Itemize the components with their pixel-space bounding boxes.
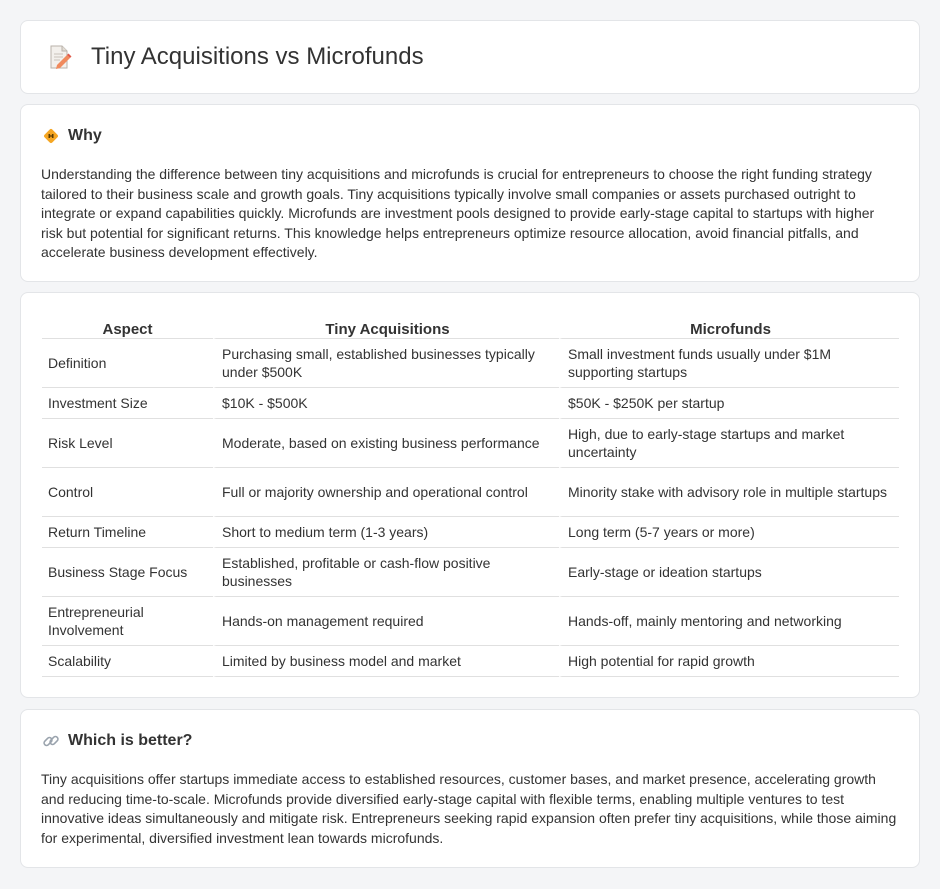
table-row — [42, 597, 899, 646]
tiny-acquisitions-cell: Limited by business model and market — [213, 646, 559, 677]
aspect-cell: Scalability — [42, 646, 213, 677]
aspect-cell: Return Timeline — [42, 517, 213, 548]
link-icon — [42, 732, 60, 750]
diamond-warning-icon — [42, 127, 60, 145]
table-row — [42, 548, 899, 597]
why-section — [20, 104, 920, 282]
microfunds-cell: Small investment funds usually under $1M supporting startups — [559, 339, 899, 388]
table-row — [42, 339, 899, 388]
microfunds-cell: $50K - $250K per startup — [559, 388, 899, 419]
why-heading — [42, 127, 102, 145]
microfunds-cell: Hands-off, mainly mentoring and networking — [559, 597, 899, 646]
which-is-better-section — [20, 709, 920, 868]
header-aspect: Aspect — [42, 315, 213, 339]
header-card — [20, 20, 920, 94]
page-header — [45, 43, 424, 71]
comparison-card — [20, 292, 920, 698]
tiny-acquisitions-cell: Established, profitable or cash-flow positive businesses — [213, 548, 559, 597]
tiny-acquisitions-cell: Moderate, based on existing business performance — [213, 419, 559, 468]
tiny-acquisitions-cell: Purchasing small, established businesses typically under $500K — [213, 339, 559, 388]
microfunds-cell: Minority stake with advisory role in multiple startups — [559, 468, 899, 517]
microfunds-cell: High potential for rapid growth — [559, 646, 899, 677]
header-microfunds: Microfunds — [559, 315, 899, 339]
table-row — [42, 468, 899, 517]
better-title: Which is better? — [68, 732, 193, 749]
aspect-cell: Control — [42, 468, 213, 517]
table-row — [42, 517, 899, 548]
why-text: Understanding the difference between tiny acquisitions and microfunds is crucial for entrepreneurs to choose the right funding strategy tailored to their business scale and growth goals. Tiny acquisitions typically involve small companies or assets purchased outright to integrate or expand capabilities quickly. Microfunds are investment pools designed to provide early-stage capital to startups with higher risk but potential for significant returns. This knowledge helps entrepreneurs optimize resource allocation, avoid financial pitfalls, and accelerate business development effectively. — [41, 166, 875, 260]
comparison-table — [42, 315, 899, 677]
tiny-acquisitions-cell: Short to medium term (1-3 years) — [213, 517, 559, 548]
table-row — [42, 646, 899, 677]
aspect-cell: Risk Level — [42, 419, 213, 468]
table-row — [42, 419, 899, 468]
tiny-acquisitions-cell: Full or majority ownership and operational control — [213, 468, 559, 517]
tiny-acquisitions-cell: Hands-on management required — [213, 597, 559, 646]
microfunds-cell: High, due to early-stage startups and market uncertainty — [559, 419, 899, 468]
microfunds-cell: Early-stage or ideation startups — [559, 548, 899, 597]
page-title: Tiny Acquisitions vs Microfunds — [91, 43, 424, 70]
microfunds-cell: Long term (5-7 years or more) — [559, 517, 899, 548]
aspect-cell: Investment Size — [42, 388, 213, 419]
document-pencil-icon — [45, 43, 73, 71]
aspect-cell: Entrepreneurial Involvement — [42, 597, 213, 646]
table-header-row — [42, 315, 899, 339]
why-title: Why — [68, 127, 102, 144]
table-row — [42, 388, 899, 419]
better-text: Tiny acquisitions offer startups immediate access to established resources, customer bases, and market presence, accelerating growth and reducing time-to-scale. Microfunds provide diversified early-stage capital with flexible terms, enabling multiple ventures to test innovative ideas simultaneously and mitigate risk. Entrepreneurs seeking rapid expansion often prefer tiny acquisitions, while those aiming for experimental, diversified investment lean towards microfunds. — [41, 771, 897, 846]
aspect-cell: Definition — [42, 339, 213, 388]
header-tiny-acquisitions: Tiny Acquisitions — [213, 315, 559, 339]
tiny-acquisitions-cell: $10K - $500K — [213, 388, 559, 419]
better-heading — [42, 732, 192, 750]
aspect-cell: Business Stage Focus — [42, 548, 213, 597]
